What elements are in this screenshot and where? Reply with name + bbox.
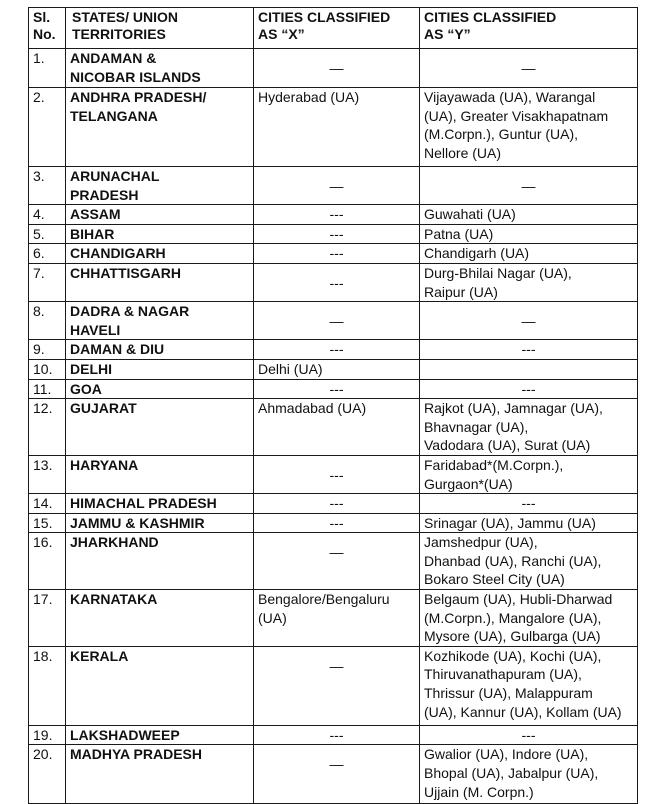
table-row	[29, 399, 638, 456]
serial-number-cell: 9.	[29, 340, 66, 360]
cities-y-cell: Gwalior (UA), Indore (UA), Bhopal (UA), Jabalpur (UA), Ujjain (M. Corpn.)	[420, 745, 638, 804]
cities-x-cell: Hyderabad (UA)	[254, 88, 420, 167]
cities-x-cell: —	[254, 49, 420, 88]
state-name-cell: BIHAR	[66, 224, 254, 244]
state-name-cell: CHHATTISGARH	[66, 263, 254, 301]
table-row	[29, 533, 638, 590]
header-states: STATES/ UNION TERRITORIES	[66, 8, 254, 49]
serial-number-cell: 7.	[29, 263, 66, 301]
serial-number-cell: 14.	[29, 494, 66, 514]
state-name-cell: CHANDIGARH	[66, 244, 254, 264]
table-row	[29, 88, 638, 167]
table-row	[29, 359, 638, 379]
cities-x-cell: —	[254, 302, 420, 340]
cities-y-cell: —	[420, 49, 638, 88]
cities-x-cell: —	[254, 167, 420, 205]
header-sl-no: Sl. No.	[29, 8, 66, 49]
serial-number-cell: 18.	[29, 646, 66, 725]
cities-y-cell: Srinagar (UA), Jammu (UA)	[420, 513, 638, 533]
table-row	[29, 244, 638, 264]
cities-x-cell: ---	[254, 224, 420, 244]
serial-number-cell: 12.	[29, 399, 66, 456]
state-name-cell: DELHI	[66, 359, 254, 379]
serial-number-cell: 2.	[29, 88, 66, 167]
state-name-cell: DAMAN & DIU	[66, 340, 254, 360]
state-name-cell: ANDHRA PRADESH/ TELANGANA	[66, 88, 254, 167]
table-row	[29, 205, 638, 225]
table-row	[29, 302, 638, 340]
header-row	[29, 8, 638, 49]
cities-y-cell: Kozhikode (UA), Kochi (UA), Thiruvanathapuram (UA), Thrissur (UA), Malappuram (UA), Kannur (UA), Kollam (UA)	[420, 646, 638, 725]
cities-y-cell: —	[420, 302, 638, 340]
cities-y-cell: ---	[420, 725, 638, 745]
cities-x-cell: ---	[254, 725, 420, 745]
state-name-cell: MADHYA PRADESH	[66, 745, 254, 804]
state-name-cell: KERALA	[66, 646, 254, 725]
cities-x-cell: Bengalore/Bengaluru (UA)	[254, 590, 420, 647]
city-classification-table	[28, 7, 638, 804]
table-row	[29, 49, 638, 88]
cities-x-cell: —	[254, 646, 420, 725]
serial-number-cell: 17.	[29, 590, 66, 647]
cities-y-cell	[420, 359, 638, 379]
serial-number-cell: 5.	[29, 224, 66, 244]
serial-number-cell: 15.	[29, 513, 66, 533]
state-name-cell: LAKSHADWEEP	[66, 725, 254, 745]
state-name-cell: KARNATAKA	[66, 590, 254, 647]
cities-y-cell: Durg-Bhilai Nagar (UA), Raipur (UA)	[420, 263, 638, 301]
cities-x-cell: —	[254, 745, 420, 804]
serial-number-cell: 16.	[29, 533, 66, 590]
cities-y-cell: Rajkot (UA), Jamnagar (UA), Bhavnagar (UA), Vadodara (UA), Surat (UA)	[420, 399, 638, 456]
table-row	[29, 455, 638, 493]
serial-number-cell: 19.	[29, 725, 66, 745]
table-row	[29, 263, 638, 301]
state-name-cell: ASSAM	[66, 205, 254, 225]
state-name-cell: ANDAMAN & NICOBAR ISLANDS	[66, 49, 254, 88]
state-name-cell: JHARKHAND	[66, 533, 254, 590]
table-row	[29, 494, 638, 514]
cities-y-cell: —	[420, 167, 638, 205]
state-name-cell: GOA	[66, 379, 254, 399]
cities-y-cell: Jamshedpur (UA), Dhanbad (UA), Ranchi (UA), Bokaro Steel City (UA)	[420, 533, 638, 590]
cities-x-cell: ---	[254, 340, 420, 360]
table-row	[29, 224, 638, 244]
cities-x-cell: Delhi (UA)	[254, 359, 420, 379]
cities-y-cell: Patna (UA)	[420, 224, 638, 244]
serial-number-cell: 8.	[29, 302, 66, 340]
serial-number-cell: 3.	[29, 167, 66, 205]
header-cities-x: CITIES CLASSIFIED AS “X”	[254, 8, 420, 49]
cities-x-cell: ---	[254, 513, 420, 533]
table-row	[29, 745, 638, 804]
cities-x-cell: Ahmadabad (UA)	[254, 399, 420, 456]
cities-y-cell: Belgaum (UA), Hubli-Dharwad (M.Corpn.), Mangalore (UA), Mysore (UA), Gulbarga (UA)	[420, 590, 638, 647]
serial-number-cell: 13.	[29, 455, 66, 493]
cities-x-cell: ---	[254, 455, 420, 493]
serial-number-cell: 10.	[29, 359, 66, 379]
serial-number-cell: 6.	[29, 244, 66, 264]
cities-y-cell: Guwahati (UA)	[420, 205, 638, 225]
cities-y-cell: ---	[420, 494, 638, 514]
cities-y-cell: ---	[420, 340, 638, 360]
state-name-cell: GUJARAT	[66, 399, 254, 456]
state-name-cell: ARUNACHAL PRADESH	[66, 167, 254, 205]
cities-x-cell: ---	[254, 263, 420, 301]
table-row	[29, 379, 638, 399]
header-cities-y: CITIES CLASSIFIED AS “Y”	[420, 8, 638, 49]
table-row	[29, 167, 638, 205]
cities-y-cell: Vijayawada (UA), Warangal (UA), Greater Visakhapatnam (M.Corpn.), Guntur (UA), Nellore (UA)	[420, 88, 638, 167]
table-row	[29, 513, 638, 533]
table-row	[29, 725, 638, 745]
table-row	[29, 646, 638, 725]
cities-x-cell: ---	[254, 379, 420, 399]
serial-number-cell: 1.	[29, 49, 66, 88]
state-name-cell: JAMMU & KASHMIR	[66, 513, 254, 533]
cities-y-cell: Faridabad*(M.Corpn.), Gurgaon*(UA)	[420, 455, 638, 493]
serial-number-cell: 4.	[29, 205, 66, 225]
cities-y-cell: ---	[420, 379, 638, 399]
table-row	[29, 340, 638, 360]
serial-number-cell: 20.	[29, 745, 66, 804]
state-name-cell: HARYANA	[66, 455, 254, 493]
state-name-cell: DADRA & NAGAR HAVELI	[66, 302, 254, 340]
cities-x-cell: —	[254, 533, 420, 590]
cities-x-cell: ---	[254, 205, 420, 225]
table-row	[29, 590, 638, 647]
cities-x-cell: ---	[254, 244, 420, 264]
state-name-cell: HIMACHAL PRADESH	[66, 494, 254, 514]
cities-x-cell: ---	[254, 494, 420, 514]
cities-y-cell: Chandigarh (UA)	[420, 244, 638, 264]
serial-number-cell: 11.	[29, 379, 66, 399]
